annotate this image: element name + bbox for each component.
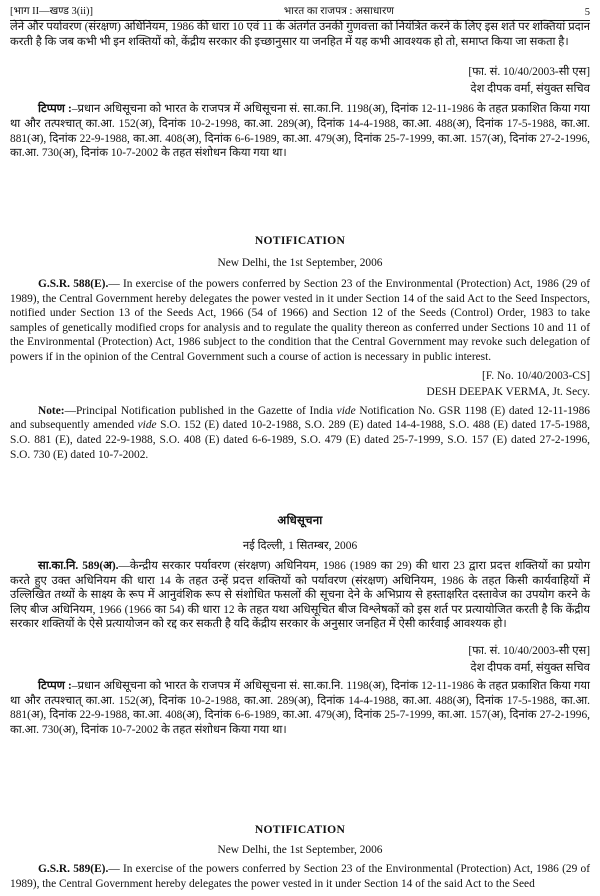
hindi-notification-body (10, 559, 590, 632)
header-page-number: 5 (584, 7, 590, 18)
note-vide-2: vide (137, 419, 157, 432)
note-text-3: S.O. 152 (E) dated 10-2-1988, S.O. 289 (E) dated 14-4-1988, S.O. 488 (E) dated 17-5-1988, S.O. 881 (E), dated 22-9-1988, S.O. 408 (E) dated 6-6-1989, S.O. 479 (E) dated 25-7-1999, S.O. 157 (E) dated 27-2-1996, S.O. 730 (E) dated 10-7-2002. (10, 419, 590, 461)
page-header (10, 0, 590, 21)
hindi-body-text: —केन्द्रीय सरकार पर्यावरण (संरक्षण) अधिनियम, 1986 (1989 का 29) की धारा 23 द्वारा प्रदत्त शक्तियों का प्रयोग करते हुए उक्त अधिनियम की धारा 14 के तहत उन्हें प्रदत्त शक्तियों को पर्यावरण (संरक्षण) अधिनियम, 1986 के तहत किसी कार्यवाहियों में उल्लिखित तथ्यों के साक्ष्य के रूप में आनुवंशिक रूप से संशोधित फसलों की सूचना देने के अभिप्राय से हस्ताक्षरित दस्तावेज का उपयोग करने के लिए बीज अधिनियम, 1966 (1966 का 54) की धारा 12 के तहत यथा अधिसूचित बीज विश्लेषकों को इस शर्त पर प्रत्यायोजित करती है कि केंद्रीय सरकार शक्तियों के ऐसे प्रत्यायोजन को रद्द कर सकती है यदि केंद्रीय सरकार के अनुसार जनहित में ऐसी कार्रवाई आवश्यक हो। (10, 560, 590, 631)
gsr-number-2: G.S.R. 589(E). (38, 863, 109, 875)
gsr-number: G.S.R. 588(E). (38, 278, 109, 290)
notification-place-date-2: New Delhi, the 1st September, 2006 (217, 844, 383, 856)
note-vide-1: vide (336, 404, 356, 417)
notification-body-text: — In exercise of the powers conferred by Section 23 of the Environmental (Protection) Act, 1986 (29 of 1989), the Central Government hereby delegates the power vested in it under Section 14 of the said Act to the Seed Inspectors, notified under Section 13 of the Seeds Act, 1966 (54 of 1966) and Section 12 of the Seeds (Control) Order, 1983 to take samples of genetically modified crops for analysis and to regulate the quality thereon as conferred under Sections 10 and 11 of the Environmental (Protection) Act, 1986 subject to the condition that the Central Government may revoke such delegation of powers if in the opinion of the Central Government such a course of action is necessary in public interest. (10, 278, 590, 363)
hindi-note-paragraph (10, 102, 590, 160)
notification-589-body (10, 862, 590, 891)
hindi-signatory: देश दीपक वर्मा, संयुक्त सचिव (470, 82, 590, 95)
hindi-notification-heading: अधिसूचना (277, 514, 323, 527)
hindi-file-number: [फा. सं. 10/40/2003-सी एस] (468, 66, 590, 79)
note-text-2: Notification No. GSR 1198 (E) dated 12-11-1986 and subsequently amended (10, 404, 590, 432)
hindi-note-label: टिप्पण : (38, 103, 72, 116)
notification-588-body (10, 277, 590, 365)
notification-heading-2: NOTIFICATION (254, 823, 346, 836)
note-text-1: —Principal Notification published in the Gazette of India (64, 404, 337, 417)
english-note-label: Note: (38, 404, 65, 417)
notification-place-date: New Delhi, the 1st September, 2006 (217, 257, 383, 269)
hindi-continuation-section (10, 20, 590, 161)
notification-body-text-2: — In exercise of the powers conferred by Section 23 of the Environmental (Protection) Act, 1986 (29 of 1989), the Central Government hereby delegates the power vested in it under Section 14 of the said Act to the Seed (10, 863, 590, 890)
hindi-note-label-2: टिप्पण : (38, 680, 72, 693)
english-notification-588 (10, 234, 590, 462)
header-part-label: [भाग II—खण्ड 3(ii)] (10, 6, 94, 17)
notification-heading: NOTIFICATION (254, 234, 346, 247)
hindi-notification-589 (10, 513, 590, 738)
hindi-file-number-2: [फा. सं. 10/40/2003-सी एस] (468, 644, 590, 657)
english-notification-589 (10, 823, 590, 891)
hindi-signatory-2: देश दीपक वर्मा, संयुक्त सचिव (470, 661, 590, 674)
hindi-note-text-2: –प्रधान अधिसूचना को भारत के राजपत्र में अधिसूचना सं. सा.का.नि. 1198(अ), दिनांक 12-11-1986 के तहत प्रकाशित किया गया था और तत्पश्चात् का.आ. 152(अ), दिनांक 10-2-1988, का.आ. 289(अ), दिनांक 14-4-1988, का.आ. 488(अ), दिनांक 17-5-1988, का.आ. 881(अ), दिनांक 22-9-1988, का.आ. 408(अ), दिनांक 6-6-1989, का.आ. 479(अ), दिनांक 25-7-1999, का.आ. 157(अ), दिनांक 27-2-1996, का.आ. 730(अ), दिनांक 10-7-2002 के तहत संशोधन किया गया था। (10, 680, 590, 736)
english-signatory: DESH DEEPAK VERMA, Jt. Secy. (426, 386, 590, 399)
hindi-continuation-paragraph: लेने और पर्यावरण (संरक्षण) अधिनियम, 1986 की धारा 10 एवं 11 के अंतर्गत उनकी गुणवत्ता को नियंत्रित करने के लिए इस शर्त पर शक्तियां प्रदान करती है कि जब कभी भी इन शक्तियों को, केंद्रीय सरकार की इच्छानुसार या जनहित में यह कभी आवश्यक हो तो, समाप्त किया जा सकता है। (10, 21, 590, 48)
hindi-place-date: नई दिल्ली, 1 सितम्बर, 2006 (242, 540, 358, 552)
hindi-note-paragraph-2 (10, 679, 590, 737)
hindi-note-text: –प्रधान अधिसूचना को भारत के राजपत्र में अधिसूचना सं. सा.का.नि. 1198(अ), दिनांक 12-11-1986 के तहत प्रकाशित किया गया था और तत्पश्चात् का.आ. 152(अ), दिनांक 10-2-1998, का.आ. 289(अ), दिनांक 14-4-1988, का.आ. 488(अ), दिनांक 17-5-1988, का.आ. 881(अ), दिनांक 22-9-1988, का.आ. 408(अ), दिनांक 6-6-1989, का.आ. 479(अ), दिनांक 25-7-1999, का.आ. 157(अ), दिनांक 27-2-1996, का.आ. 730(अ), दिनांक 10-7-2002 के तहत संशोधन किया गया था। (10, 103, 590, 160)
header-gazette-title: भारत का राजपत्र : असाधारण (283, 6, 394, 17)
hindi-gsr-number: सा.का.नि. 589(अ). (38, 560, 119, 572)
english-file-number: [F. No. 10/40/2003-CS] (482, 369, 590, 382)
english-note-paragraph (10, 404, 590, 462)
